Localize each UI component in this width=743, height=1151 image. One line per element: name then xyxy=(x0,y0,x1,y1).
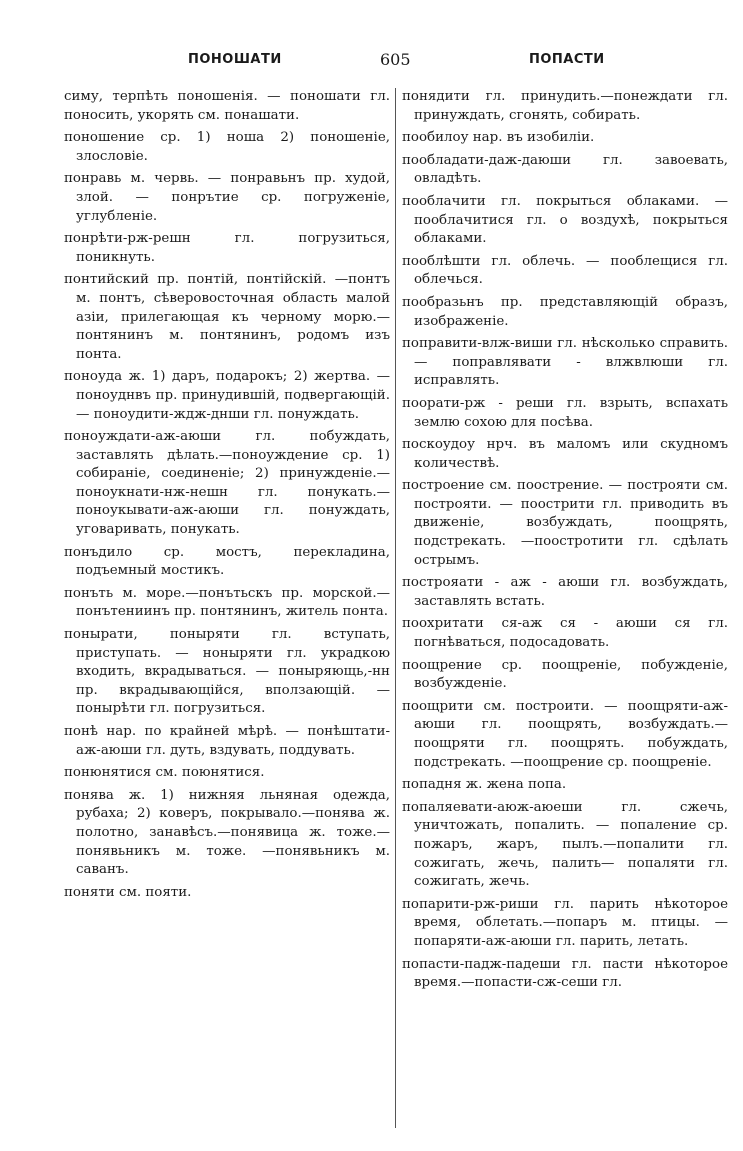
dictionary-entry: поноуждати-аж-аюши гл. побуждать, заставлять дѣлать.—поноуждение ср. 1) собираніе, соединеніе; 2) принужденіе.—поноукнати-нж-нешн гл. понукать.— поноукывати-аж-аюши гл. понуждать, уговаривать, понукать. xyxy=(64,429,390,538)
dictionary-entry: поправити-влж-виши гл. нѣсколько справить. — поправлявати - влжвлюши гл. исправлять. xyxy=(402,336,728,389)
dictionary-entry: пооблачити гл. покрыться облаками. —пооблачитися гл. о воздухѣ, покрыться облаками. xyxy=(402,193,728,247)
dictionary-entry: поношение ср. 1) ноша 2) поношеніе, злословіе. xyxy=(64,130,390,164)
column-divider xyxy=(395,88,396,1128)
dictionary-entry: попаляевати-аюж-аюеши гл. сжечь, уничтожать, попалить. — попаление ср. пожаръ, жаръ, пылъ.—попалити гл. сожигать, жечь, палить— попаляти гл. сожигать, жечь. xyxy=(402,799,728,890)
dictionary-entry: поняти см. пояти. xyxy=(64,884,192,900)
dictionary-entry: пообразьнъ пр. представляющій образъ, изображеніе. xyxy=(402,294,728,329)
dictionary-entry: поноуда ж. 1) даръ, подарокъ; 2) жертва. — поноуднвъ пр. принудившій, подвергающій. — поноудити-ждж-днши гл. понуждать. xyxy=(64,369,390,422)
dictionary-entry: понюнятися см. поюнятися. xyxy=(64,765,265,781)
running-headword-left: ПОНОШАТИ xyxy=(188,52,282,67)
dictionary-entry: построение см. поострение. — построяти см. построяти. — поострити гл. приводить въ движеніе, возбуждать, поощрять, подстрекать. —поостротити гл. сдѣлать острымъ. xyxy=(402,478,728,568)
dictionary-entry: пообладати-даж-даюши гл. завоевать, овладѣть. xyxy=(402,152,728,187)
dictionary-entry: пообилоу нар. въ изобиліи. xyxy=(402,130,595,146)
right-column xyxy=(402,88,728,997)
dictionary-entry: понъдило ср. мостъ, перекладина, подъемный мостикъ. xyxy=(64,544,390,579)
dictionary-entry: поощрити см. построити. — поощряти-аж-аюши гл. поощрять, возбуждать.—поощряти гл. поощрять. побуждать, подстрекать. —поощрение ср. поощреніе. xyxy=(402,698,728,770)
dictionary-entry: построяати - аж - аюши гл. возбуждать, заставлять встать. xyxy=(402,575,728,609)
running-headword-right: ПОПАСТИ xyxy=(529,52,605,67)
dictionary-entry: пооблѣшти гл. облечь. — пооблещися гл. облечься. xyxy=(402,253,728,288)
dictionary-entry: понтийский пр. понтій, понтійскій. —понтъ м. понтъ, сѣверовосточная область малой азіи, прилегающая къ черному морю.—понтянинъ м. понтянинъ, родомъ изъ понта. xyxy=(64,272,390,362)
dictionary-entry: понъть м. море.—понътьскъ пр. морской.—понътениинъ пр. понтянинъ, житель понта. xyxy=(64,585,390,620)
dictionary-entry: симу, терпѣть поношенія. — поношати гл. поносить, укорять см. понашати. xyxy=(64,89,390,123)
dictionary-entry: поорати-рж - реши гл. взрыть, вспахать землю сохою для посѣва. xyxy=(402,395,728,430)
dictionary-entry: понырати, поныряти гл. вступать, приступать. — ноныряти гл. украдкою входить, вкрадываться. — поныряющь,-нн пр. вкрадывающійся, вползающій. — понырѣти гл. погрузиться. xyxy=(64,627,390,717)
dictionary-entry: понѣ нар. по крайней мѣрѣ. — понѣштати-аж-аюши гл. дуть, вздувать, поддувать. xyxy=(64,724,390,758)
page-header xyxy=(64,50,728,74)
dictionary-entry: поохритати ся-аж ся - аюши ся гл. погнѣваться, подосадовать. xyxy=(402,616,728,651)
dictionary-entry: понрѣти-рж-решн гл. погрузиться, поникнуть. xyxy=(64,231,390,265)
left-column xyxy=(64,88,390,906)
page-number: 605 xyxy=(380,50,411,69)
dictionary-entry: понядити гл. принудить.—понеждати гл. принуждать, сгонять, собирать. xyxy=(402,89,728,123)
dictionary-entry: попадня ж. жена попа. xyxy=(402,777,567,793)
dictionary-entry: понява ж. 1) нижняя льняная одежда, рубаха; 2) коверъ, покрывало.—понява ж. полотно, занавѣсъ.—понявица ж. тоже.—понявьникъ м. тоже. —понявьникъ м. саванъ. xyxy=(64,787,390,878)
dictionary-entry: понравь м. червь. — понравьнъ пр. худой, злой. — понрътие ср. погруженіе, углубленіе. xyxy=(64,171,390,224)
dictionary-entry: попарити-рж-риши гл. парить нѣкоторое время, облетать.—попаръ м. птицы. — попаряти-аж-аюши гл. парить, летать. xyxy=(402,896,728,949)
dictionary-entry: поощрение ср. поощреніе, побужденіе, возбужденіе. xyxy=(402,657,728,692)
dictionary-entry: поскоудоу нрч. въ маломъ или скудномъ количествѣ. xyxy=(402,437,728,471)
dictionary-entry: попасти-падж-падеши гл. пасти нѣкоторое время.—попасти-сж-сеши гл. xyxy=(402,956,728,991)
